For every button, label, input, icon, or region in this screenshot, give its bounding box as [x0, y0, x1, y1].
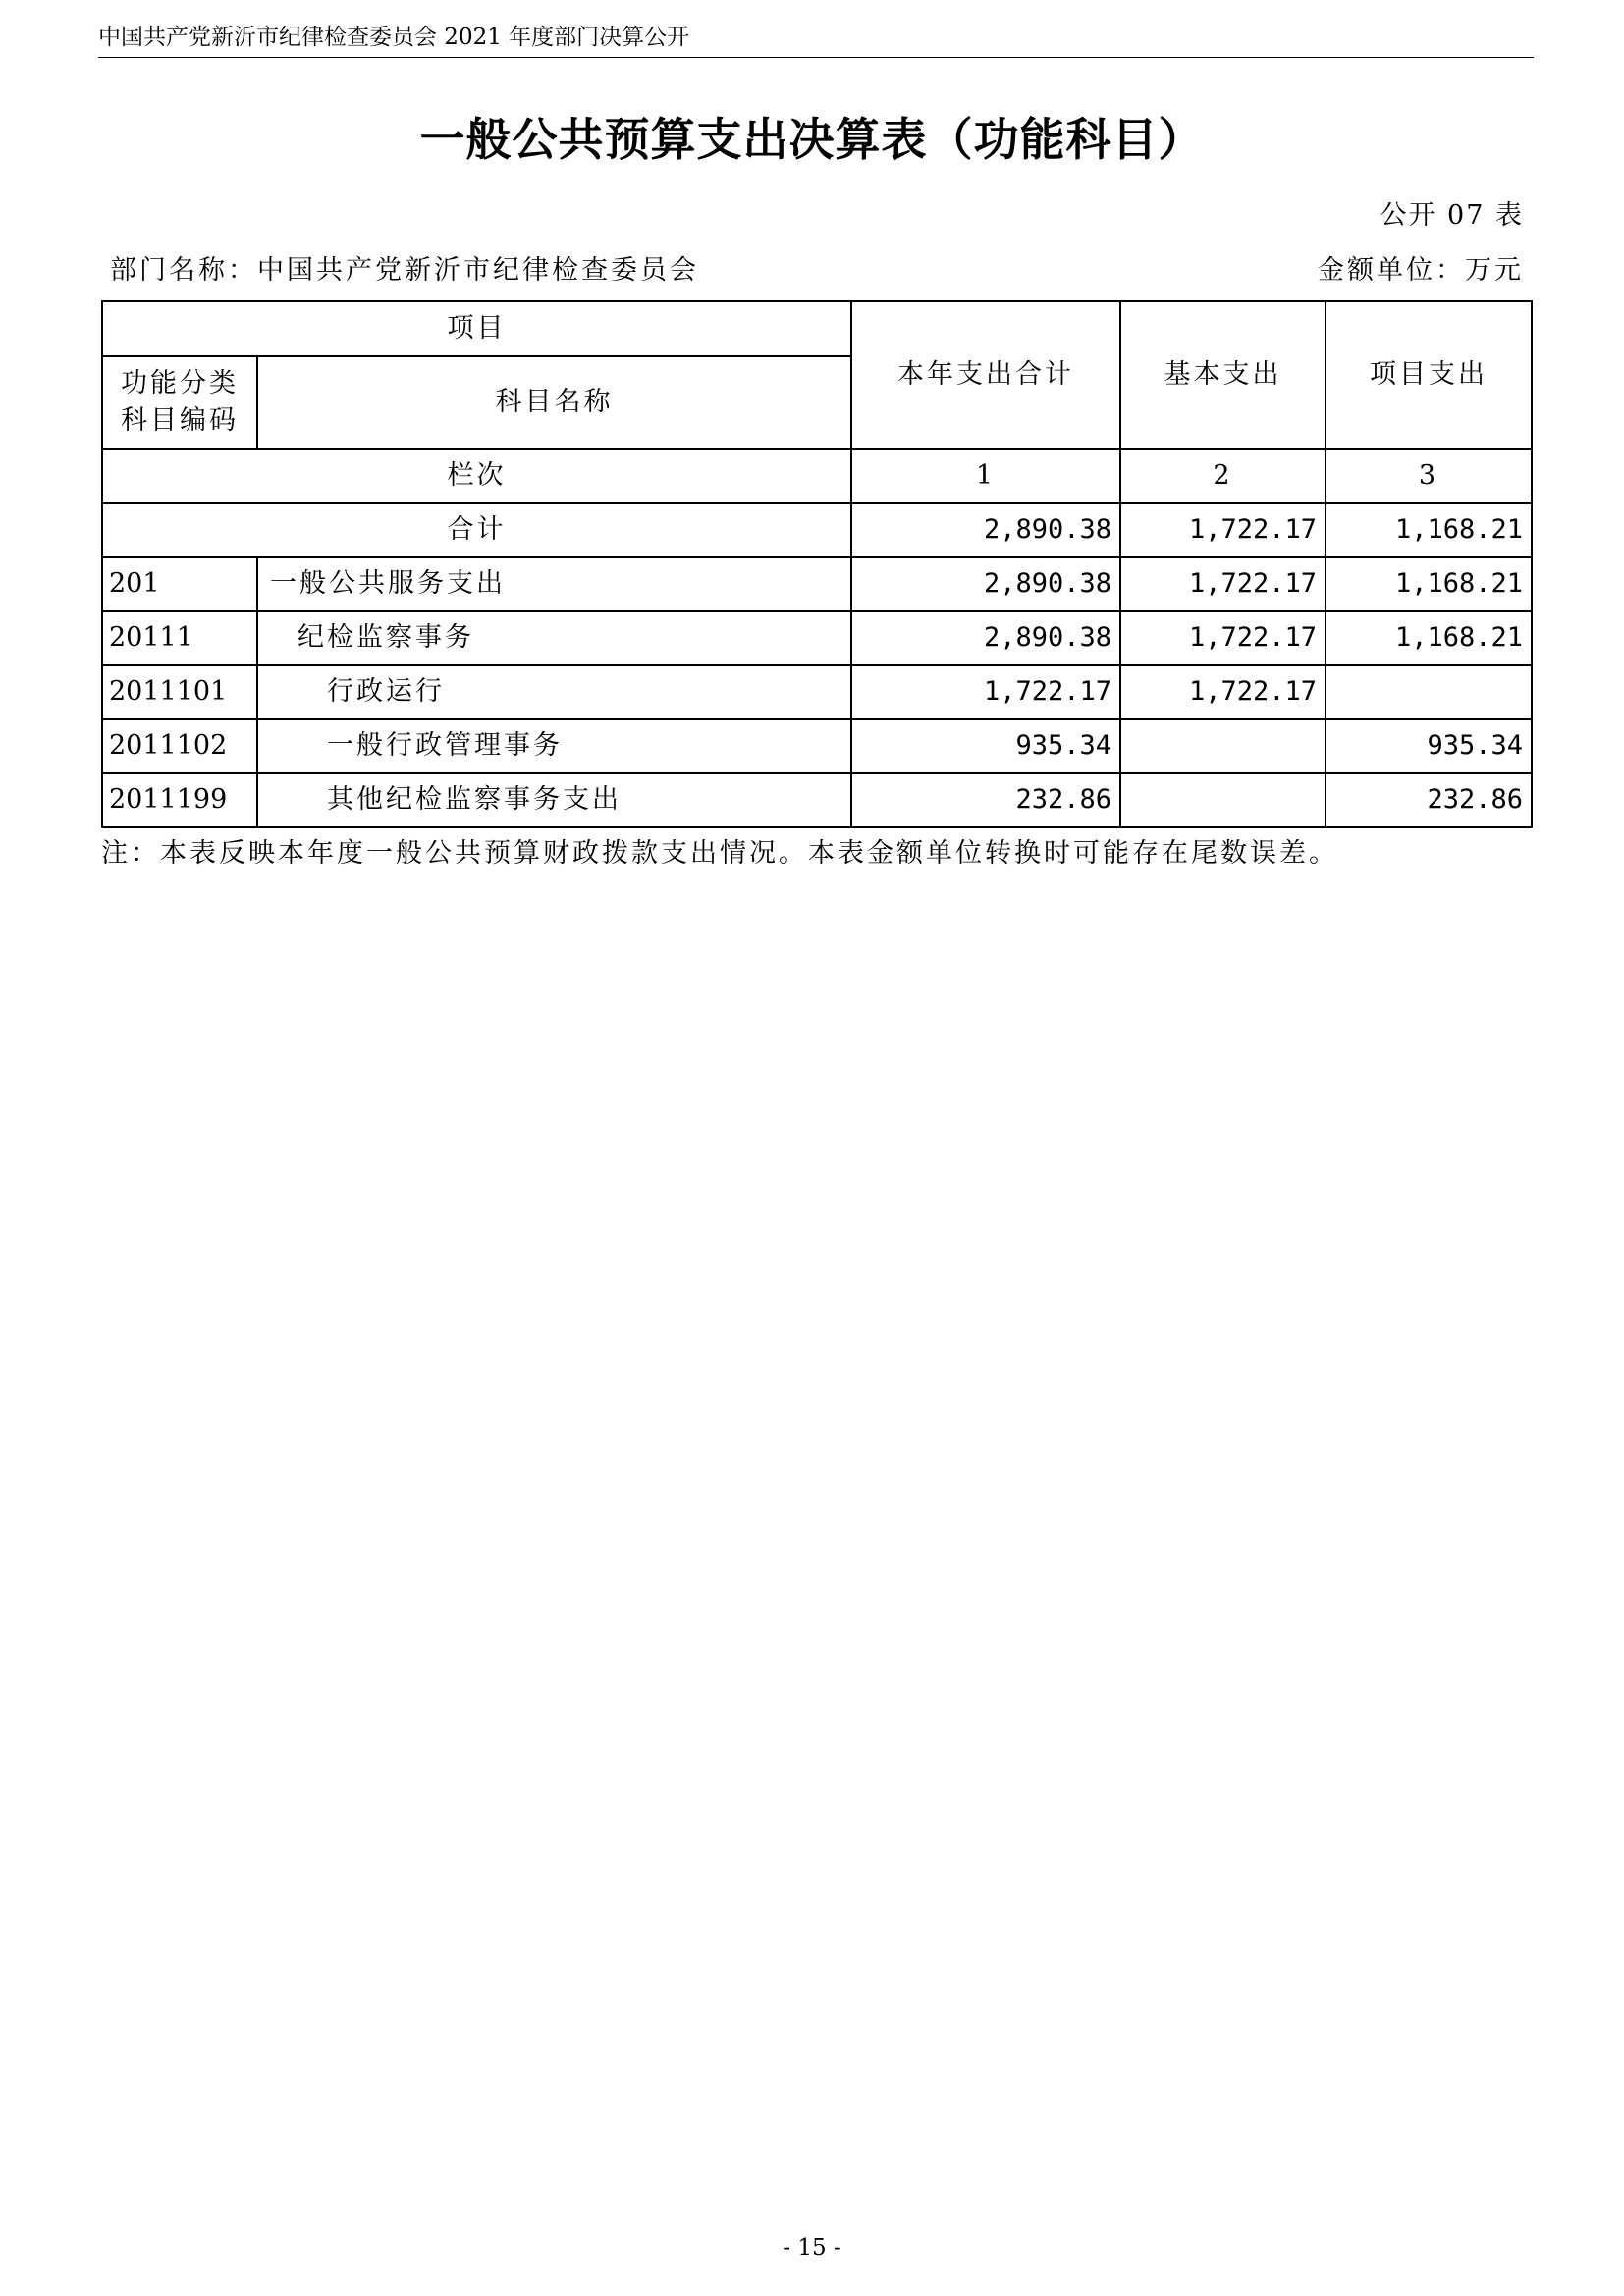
code-cell: 2011101	[102, 665, 257, 719]
budget-table	[101, 300, 1533, 828]
total-cell: 232.86	[851, 773, 1120, 827]
table-row	[102, 719, 1532, 773]
code-cell: 20111	[102, 611, 257, 665]
column-number-label: 栏次	[102, 449, 851, 503]
table-note: 注：本表反映本年度一般公共预算财政拨款支出情况。本表金额单位转换时可能存在尾数误差。	[101, 838, 1338, 869]
header-code: 功能分类科目编码	[102, 356, 257, 449]
name-cell: 纪检监察事务	[257, 611, 851, 665]
header-rule	[98, 57, 1534, 58]
table-row	[102, 611, 1532, 665]
header-name: 科目名称	[257, 356, 851, 449]
total-cell: 2,890.38	[851, 557, 1120, 611]
project-cell: 232.86	[1326, 773, 1532, 827]
page-title: 一般公共预算支出决算表（功能科目）	[419, 113, 1205, 166]
project-cell	[1326, 665, 1532, 719]
header-item: 项目	[102, 301, 851, 356]
total-cell: 2,890.38	[851, 611, 1120, 665]
project-cell: 1,168.21	[1326, 611, 1532, 665]
basic-cell: 1,722.17	[1120, 557, 1326, 611]
basic-cell: 1,722.17	[1120, 503, 1326, 557]
basic-cell	[1120, 773, 1326, 827]
table-number: 公开 07 表	[1380, 200, 1524, 231]
name-cell: 行政运行	[257, 665, 851, 719]
unit-label: 金额单位：万元	[1318, 255, 1524, 286]
running-header: 中国共产党新沂市纪律检查委员会 2021 年度部门决算公开	[98, 25, 690, 50]
name-cell: 一般行政管理事务	[257, 719, 851, 773]
header-basic: 基本支出	[1120, 301, 1326, 449]
basic-cell	[1120, 719, 1326, 773]
total-cell: 2,890.38	[851, 503, 1120, 557]
name-cell: 其他纪检监察事务支出	[257, 773, 851, 827]
page-number: - 15 -	[783, 2235, 841, 2261]
total-row	[102, 503, 1532, 557]
total-label: 合计	[102, 503, 851, 557]
code-cell: 2011102	[102, 719, 257, 773]
project-cell: 1,168.21	[1326, 557, 1532, 611]
table-row	[102, 557, 1532, 611]
code-cell: 2011199	[102, 773, 257, 827]
column-number-row	[102, 449, 1532, 503]
total-cell: 935.34	[851, 719, 1120, 773]
code-cell: 201	[102, 557, 257, 611]
project-cell: 935.34	[1326, 719, 1532, 773]
column-number: 3	[1326, 449, 1532, 503]
name-cell: 一般公共服务支出	[257, 557, 851, 611]
header-total: 本年支出合计	[851, 301, 1120, 449]
table-row	[102, 773, 1532, 827]
column-number: 2	[1120, 449, 1326, 503]
basic-cell: 1,722.17	[1120, 611, 1326, 665]
total-cell: 1,722.17	[851, 665, 1120, 719]
header-row-1	[102, 301, 1532, 356]
basic-cell: 1,722.17	[1120, 665, 1326, 719]
column-number: 1	[851, 449, 1120, 503]
project-cell: 1,168.21	[1326, 503, 1532, 557]
table-row	[102, 665, 1532, 719]
department-label: 部门名称：中国共产党新沂市纪律检查委员会	[110, 255, 699, 286]
header-project: 项目支出	[1326, 301, 1532, 449]
